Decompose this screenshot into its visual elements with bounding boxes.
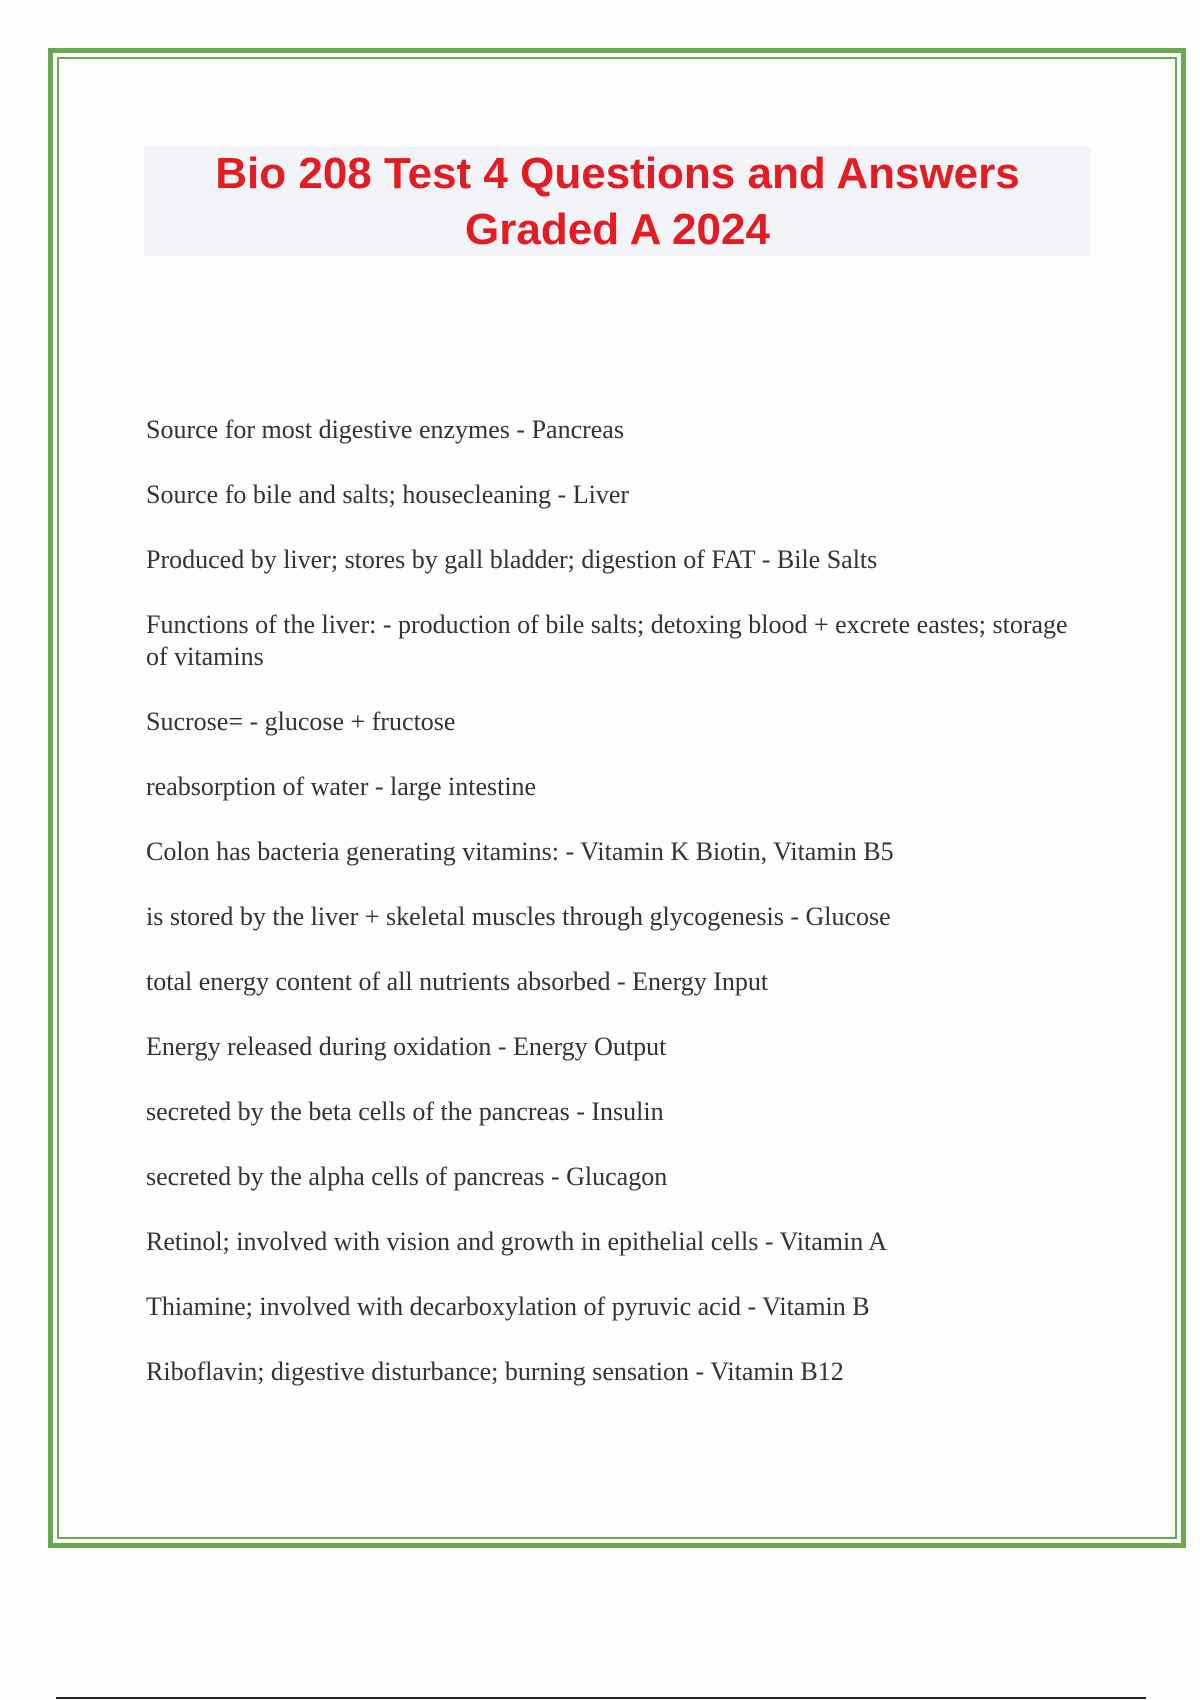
qa-item: Source fo bile and salts; housecleaning - Liver: [146, 480, 630, 509]
qa-item: Produced by liver; stores by gall bladder; digestion of FAT - Bile Salts: [146, 545, 878, 574]
qa-item: reabsorption of water - large intestine: [146, 772, 537, 801]
qa-item: secreted by the alpha cells of pancreas - Glucagon: [146, 1162, 668, 1191]
qa-item: Riboflavin; digestive disturbance; burning sensation - Vitamin B12: [146, 1357, 844, 1386]
document-title: [144, 146, 1091, 256]
qa-item: Energy released during oxidation - Energy Output: [146, 1032, 667, 1061]
bottom-divider: [56, 1697, 1146, 1699]
qa-item: total energy content of all nutrients absorbed - Energy Input: [146, 967, 769, 996]
qa-item: is stored by the liver + skeletal muscles through glycogenesis - Glucose: [146, 902, 891, 931]
qa-item: Source for most digestive enzymes - Pancreas: [146, 415, 624, 444]
qa-item: Thiamine; involved with decarboxylation of pyruvic acid - Vitamin B: [146, 1292, 870, 1321]
qa-list: [146, 414, 1086, 1421]
qa-item: Retinol; involved with vision and growth in epithelial cells - Vitamin A: [146, 1227, 888, 1256]
qa-item: Colon has bacteria generating vitamins: - Vitamin K Biotin, Vitamin B5: [146, 837, 894, 866]
qa-item: Sucrose= - glucose + fructose: [146, 707, 456, 736]
qa-item: Functions of the liver: - production of bile salts; detoxing blood + excrete eastes; storage of vitamins: [146, 610, 1068, 671]
title-line-1: Bio 208 Test 4 Questions and Answers: [215, 149, 1020, 198]
title-line-2: Graded A 2024: [465, 205, 770, 254]
qa-item: secreted by the beta cells of the pancreas - Insulin: [146, 1097, 664, 1126]
